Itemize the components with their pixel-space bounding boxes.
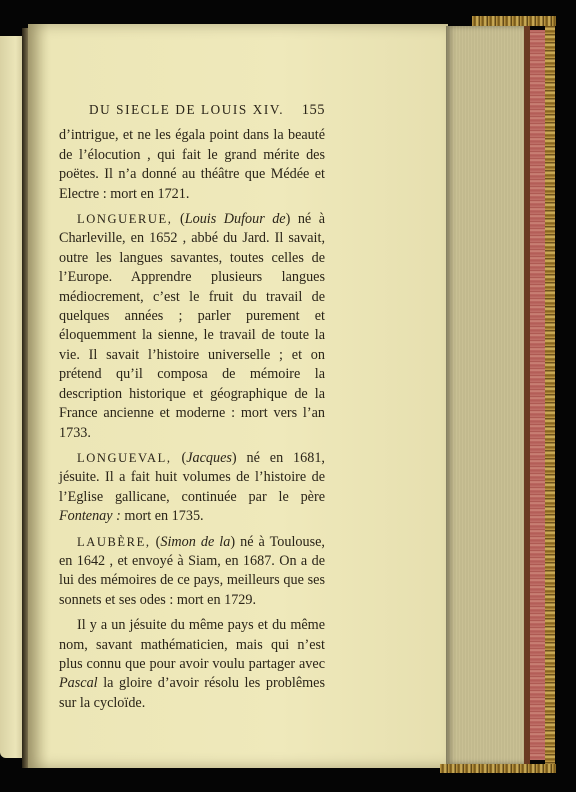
entry-text: Il y a un jésuite du même pays et du même nom, savant mathématicien, mais qui n’est plus connu que pour avoir voulu partager avec (59, 617, 325, 672)
gilt-edge-bottom (440, 764, 556, 773)
text-block (59, 100, 325, 713)
entry-longueval: LONGUEVAL, (Jacques) né en 1681, jésuite. Il a fait huit volumes de l’histoire de l’Eglise gallicane, continuée par le père Fontenay : mort en 1735. (59, 449, 325, 525)
entry-text: né à Charleville, en 1652 , abbé du Jard. Il savait, outre les langues savantes, toutes celles de l’Europe. Apprendre plusieurs langues médiocrement, c’est le fruit du travail de quelques années ; parler purement et éloquemment la sienne, le travail de toute la vie. Il savait l’histoire universelle ; et on prétend qu’il composa de mémoire la description historique et géographique de la France ancienne et moderne : mort vers l’an 1733. (59, 211, 325, 441)
running-head (89, 100, 325, 120)
entry-name: LAUBÈRE, (77, 534, 151, 549)
entry-given-name: Simon de la (160, 533, 231, 550)
paragraph-jesuite (59, 616, 325, 713)
entry-name: LONGUERUE, (77, 212, 173, 227)
paragraph-continuation: d’intrigue, et ne les égala point dans la beauté de l’élocution , qui fait le grand mérite des poëtes. Il n’a donné au théâtre que Médée et Electre : mort en 1721. (59, 127, 325, 202)
entry-given-name: Jacques (186, 449, 232, 466)
entry-longuerue: LONGUERUE, (Louis Dufour de) né à Charleville, en 1652 , abbé du Jard. Il savait, outre les langues savantes, toutes celles de l’Europe. Apprendre plusieurs langues médiocrement, c’est le fruit du travail de quelques années ; parler purement et éloquemment la sienne, le travail de toute la vie. Il savait l’histoire universelle ; et on prétend qu’il composa de mémoire la description historique et géographique de la France ancienne et moderne : mort vers l’an 1733. (59, 211, 325, 441)
entry-text: mort en 1735. (120, 508, 204, 525)
page-number: 155 (301, 102, 325, 118)
gilt-edge-right (545, 18, 555, 770)
entry-name: LONGUEVAL, (77, 450, 172, 465)
entry-text: né en 1681, jésuite. Il a fait huit volumes de l’histoire de l’Eglise gallicane, continuée par le père (59, 449, 325, 505)
page-fore-edge (446, 26, 524, 764)
entry-laubere: LAUBÈRE, (Simon de la) né à Toulouse, en 1642 , et envoyé à Siam, en 1687. On a de lui des mémoires de ce pays, meilleurs que ses sonnets et ses odes : mort en 1729. (59, 533, 325, 608)
entry-text: né à Toulouse, en 1642 , et envoyé à Siam, en 1687. On a de lui des mémoires de ce pays, meilleurs que ses sonnets et ses odes : mort en 1729. (59, 533, 325, 608)
entry-italic-name: Pascal (59, 675, 98, 692)
entry-text: la gloire d’avoir résolu les problêmes sur la cycloïde. (59, 675, 325, 711)
running-head-title: DU SIECLE DE LOUIS XIV. (89, 102, 285, 117)
entry-given-name: Louis Dufour de (184, 211, 286, 228)
entry-italic-name: Fontenay : (59, 508, 121, 525)
gilt-edge-top (472, 16, 556, 26)
marbled-cover-edge (530, 30, 546, 760)
